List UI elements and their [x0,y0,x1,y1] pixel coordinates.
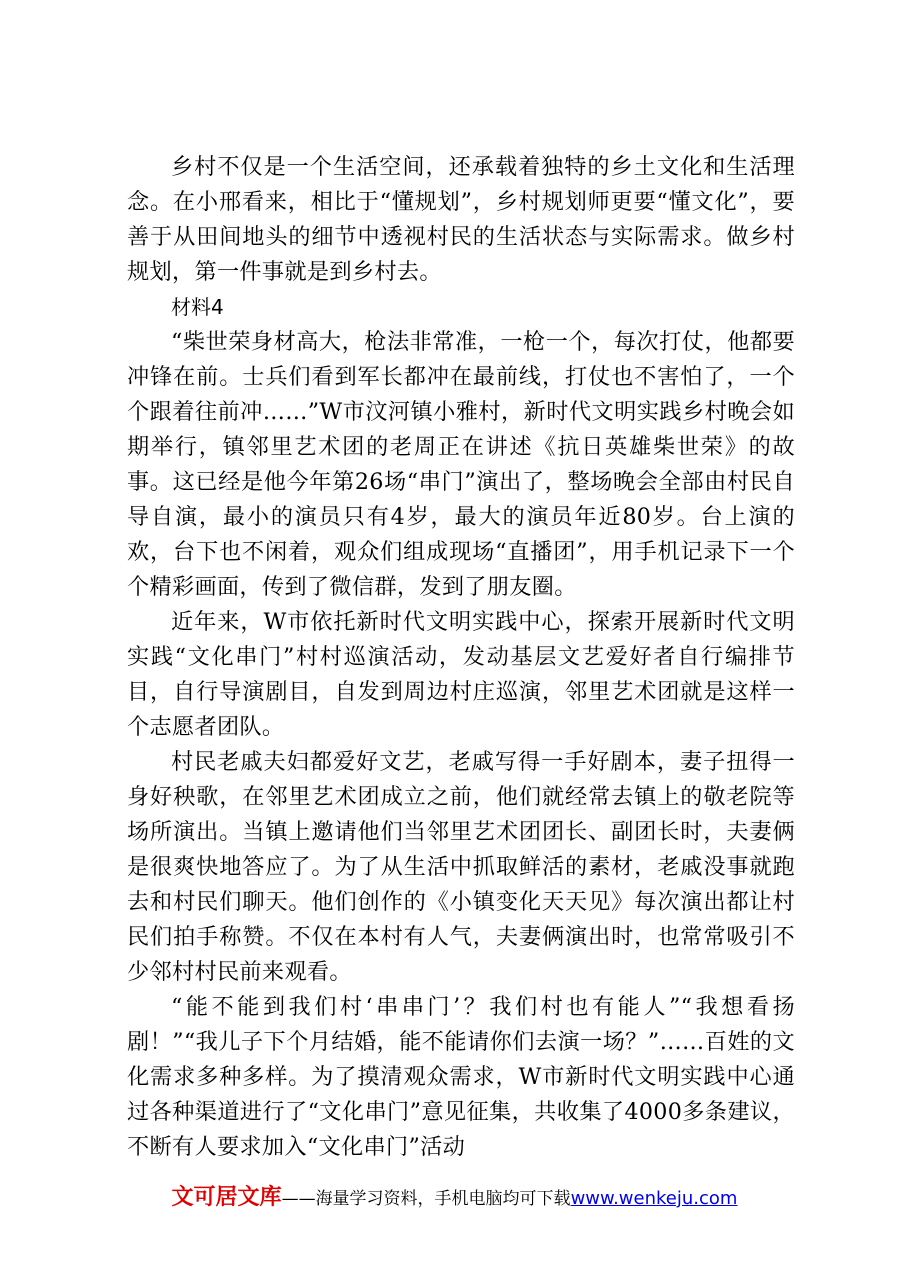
paragraph-4: 村民老戚夫妇都爱好文艺，老戚写得一手好剧本，妻子扭得一身好秧歌，在邻里艺术团成立之前，他们就经常去镇上的敬老院等场所演出。当镇上邀请他们当邻里艺术团团长、副团长时，夫妻俩是很爽快地答应了。为了从生活中抓取鲜活的素材，老戚没事就跑去和村民们聊天。他们创作的《小镇变化天天见》每次演出都让村民们拍手称赞。不仅在本村有人气，夫妻俩演出时，也常常吸引不少邻村村民前来观看。 [127,749,795,985]
footer-text: ——海量学习资料，手机电脑均可下载 [281,1189,571,1209]
paragraph-5: “能不能到我们村‘串串门’？我们村也有能人”“我想看扬剧！”“我儿子下个月结婚，能不能请你们去演一场？”……百姓的文化需求多种多样。为了摸清观众需求，W市新时代文明实践中心通过各种渠道进行了“文化串门”意见征集，共收集了4000多条建议，不断有人要求加入“文化串门”活动 [127,994,795,1160]
paragraph-1: 乡村不仅是一个生活空间，还承载着独特的乡土文化和生活理念。在小邢看来，相比于“懂规划”，乡村规划师更要“懂文化”，要善于从田间地头的细节中透视村民的生活状态与实际需求。做乡村规划，第一件事就是到乡村去。 [127,154,795,285]
footer-link[interactable]: www.wenkeju.com [570,1188,738,1209]
paragraph-2: “柴世荣身材高大，枪法非常准，一枪一个，每次打仗，他都要冲锋在前。士兵们看到军长都冲在最前线，打仗也不害怕了，一个个跟着往前冲……”W市汶河镇小雅村，新时代文明实践乡村晚会如期举行，镇邻里艺术团的老周正在讲述《抗日英雄柴世荣》的故事。这已经是他今年第26场“串门”演出了，整场晚会全部由村民自导自演，最小的演员只有4岁，最大的演员年近80岁。台上演的欢，台下也不闲着，观众们组成现场“直播团”，用手机记录下一个个精彩画面，传到了微信群，发到了朋友圈。 [127,329,795,600]
document-body [127,150,795,1165]
footer-brand: 文可居文库 [171,1185,282,1210]
section-heading: 材料4 [171,295,224,319]
paragraph-3: 近年来，W市依托新时代文明实践中心，探索开展新时代文明实践“文化串门”村村巡演活动，发动基层文艺爱好者自行编排节目，自行导演剧目，自发到周边村庄巡演，邻里艺术团就是这样一个志愿者团队。 [127,609,795,740]
footer-banner [0,1180,909,1211]
